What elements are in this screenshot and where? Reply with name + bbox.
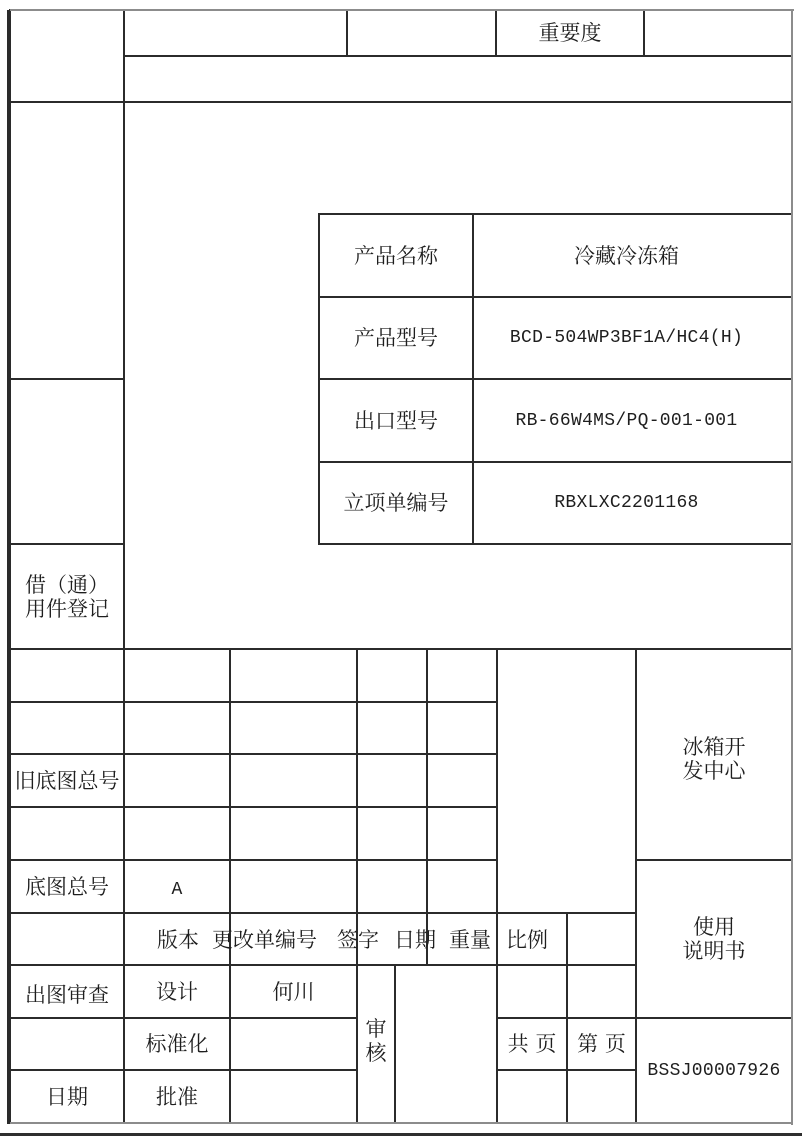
importance-label: 重要度 <box>538 21 602 45</box>
borrow-register-label: 借（通） 用件登记 <box>25 572 109 621</box>
header-cell-2 <box>346 9 497 57</box>
header-signature: 签字 <box>337 928 379 952</box>
product-model-value: BCD-504WP3BF1A/HC4(H) <box>472 296 793 380</box>
header-change-order-no: 更改单编号 <box>212 928 317 952</box>
standardization-label: 标准化 <box>123 1017 231 1071</box>
approval-value <box>229 1069 358 1124</box>
tb-cell <box>426 753 498 808</box>
doc-type-cell <box>635 859 793 1019</box>
version-value: A <box>123 859 231 914</box>
page-no-label: 第 页 <box>566 1017 637 1071</box>
header-scale: 比例 <box>506 928 548 952</box>
page-no-value <box>566 1069 637 1124</box>
total-pages-label: 共 页 <box>496 1017 568 1071</box>
product-name-label: 产品名称 <box>318 213 474 298</box>
frame-left-border <box>7 10 10 1124</box>
side-blank-cell-2 <box>9 378 125 545</box>
tb-cell <box>426 648 498 703</box>
header-weight: 重量 <box>449 928 491 952</box>
old-drawing-no-label: 旧底图总号 <box>9 753 125 808</box>
revision-blank-area <box>496 648 637 914</box>
tb-cell <box>356 648 428 703</box>
tb-cell <box>9 648 125 703</box>
designer-name: 何川 <box>229 964 358 1019</box>
header-cell-1 <box>123 9 348 57</box>
tb-cell <box>9 806 125 861</box>
product-model-label: 产品型号 <box>318 296 474 380</box>
header-row-2 <box>123 55 793 103</box>
importance-value-cell <box>643 9 793 57</box>
change-order-value <box>229 859 358 914</box>
audit-value-cell <box>394 964 498 1124</box>
tb-cell <box>229 806 358 861</box>
tb-cell <box>356 753 428 808</box>
tb-cell <box>123 806 231 861</box>
drawing-no-label: 底图总号 <box>9 859 125 914</box>
tb-cell <box>356 806 428 861</box>
old-drawing-no-value <box>123 753 231 808</box>
approval-label: 批准 <box>123 1069 231 1124</box>
signature-value <box>356 859 428 914</box>
date-value <box>426 859 498 914</box>
project-no-label: 立项单编号 <box>318 461 474 545</box>
tb-cell <box>9 701 125 755</box>
tb-cell <box>229 701 358 755</box>
department-label: 冰箱开 发中心 <box>682 734 746 783</box>
standardization-value <box>229 1017 358 1071</box>
importance-label-cell <box>495 9 645 57</box>
tb-cell <box>123 701 231 755</box>
borrow-register-cell <box>9 543 125 650</box>
frame-bottom-border <box>10 1122 793 1124</box>
audit-label: 审核 <box>365 1017 387 1065</box>
header-left-blank-cell <box>9 9 125 103</box>
header-date: 日期 <box>394 928 436 952</box>
tb-cell <box>229 753 358 808</box>
department-cell <box>635 648 793 861</box>
scale-value-cell <box>566 912 637 966</box>
date-label: 日期 <box>9 1069 125 1124</box>
header-version: 版本 <box>157 928 199 952</box>
frame-right-border <box>791 9 793 1125</box>
export-model-value: RB-66W4MS/PQ-001-001 <box>472 378 793 463</box>
doc-number-cell <box>635 1017 793 1124</box>
doc-type-label: 使用 说明书 <box>682 915 746 963</box>
tb-cell <box>356 701 428 755</box>
tb-cell <box>229 648 358 703</box>
tb-cell <box>566 964 637 1019</box>
tb-cell <box>426 701 498 755</box>
tb-cell <box>496 964 568 1019</box>
tb-cell <box>426 806 498 861</box>
total-pages-value <box>496 1069 568 1124</box>
audit-label-cell <box>356 964 396 1124</box>
doc-number: BSSJ00007926 <box>647 1060 781 1081</box>
tb-cell <box>9 912 125 966</box>
product-name-value: 冷藏冷冻箱 <box>472 213 793 298</box>
export-model-label: 出口型号 <box>318 378 474 463</box>
project-no-value: RBXLXC2201168 <box>472 461 793 545</box>
drawing-review-label: 出图审查 <box>9 964 125 1019</box>
tb-cell <box>123 648 231 703</box>
tb-cell <box>9 1017 125 1071</box>
frame-top-border <box>10 9 794 11</box>
design-label: 设计 <box>123 964 231 1019</box>
side-blank-cell-1 <box>9 101 125 380</box>
